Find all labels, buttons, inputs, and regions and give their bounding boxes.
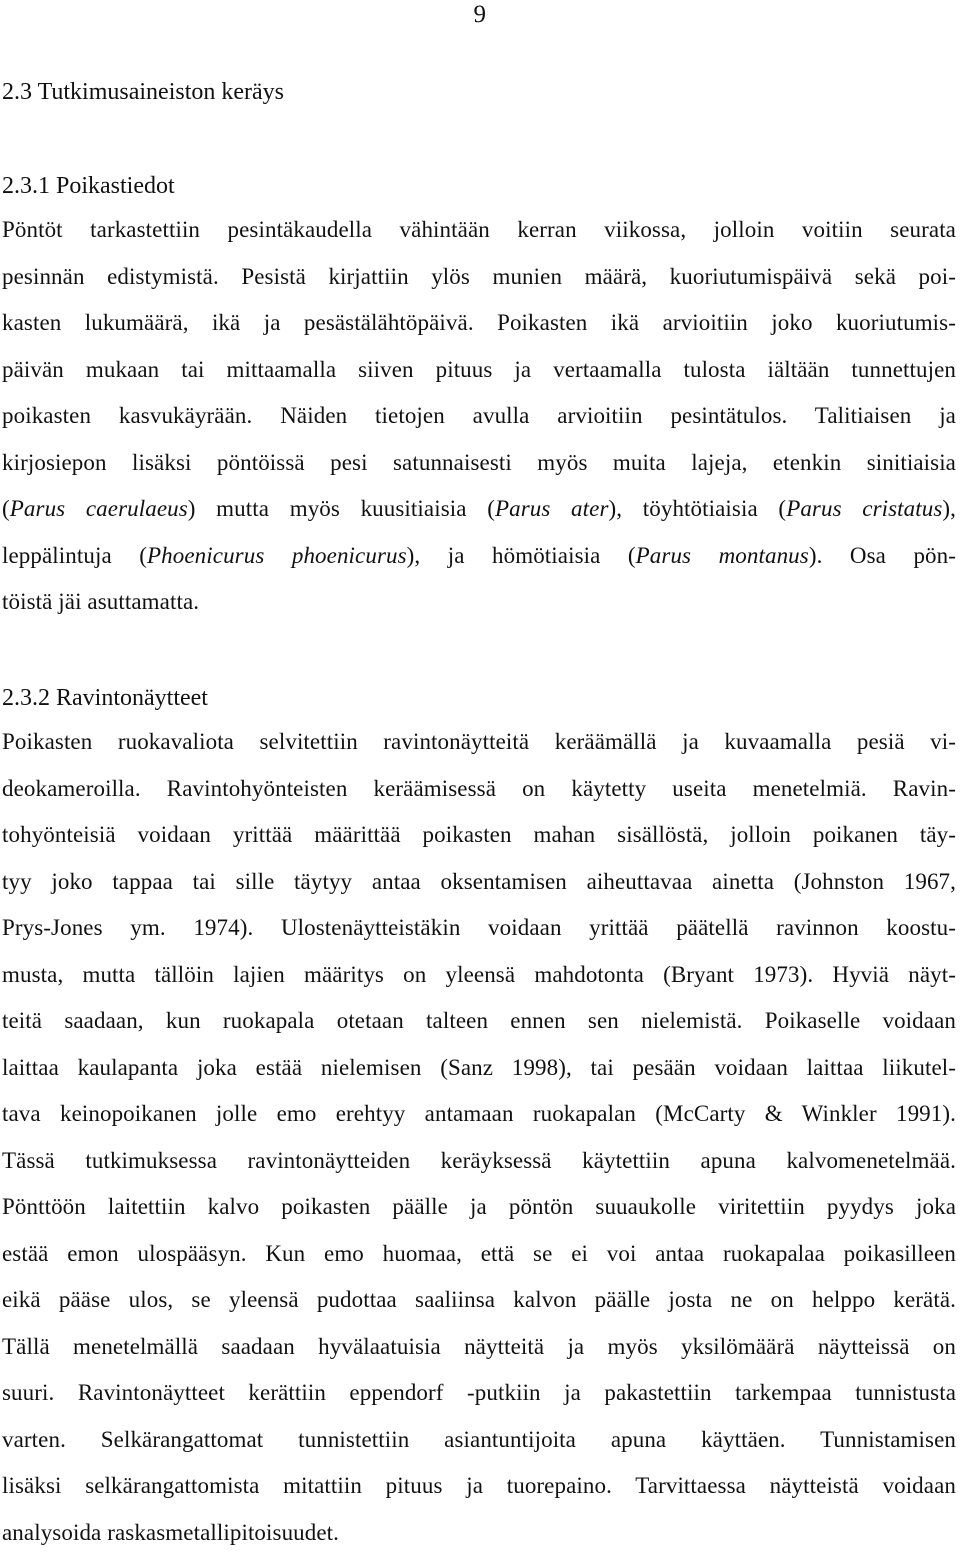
- text-line: laittaa kaulapanta joka estää nielemisen (Sanz 1998), tai pesään voidaan laittaa liikutel-: [2, 1045, 956, 1092]
- text-fragment: leppälintuja (: [2, 543, 147, 568]
- species-name: Parus caerulaeus: [10, 496, 188, 521]
- page-number: 9: [474, 0, 487, 30]
- text-line-species: [2, 533, 956, 580]
- text-line: tyy joko tappaa tai sille täytyy antaa oksentamisen aiheuttavaa ainetta (Johnston 1967,: [2, 859, 956, 906]
- text-line: tohyönteisiä voidaan yrittää määrittää poikasten mahan sisällöstä, jolloin poikanen täy-: [2, 812, 956, 859]
- text-line: Pöntöt tarkastettiin pesintäkaudella vähintään kerran viikossa, jolloin voitiin seurata: [2, 207, 956, 254]
- text-line-species: [2, 486, 956, 533]
- species-name: Parus montanus: [636, 543, 809, 568]
- text-line: Pönttöön laitettiin kalvo poikasten päälle ja pöntön suuaukolle viritettiin pyydys joka: [2, 1184, 956, 1231]
- text-line: analysoida raskasmetallipitoisuudet.: [2, 1510, 956, 1556]
- text-line: Poikasten ruokavaliota selvitettiin ravintonäytteitä keräämällä ja kuvaamalla pesiä vi-: [2, 719, 956, 766]
- text-line: tava keinopoikanen jolle emo erehtyy antamaan ruokapalan (McCarty & Winkler 1991).: [2, 1091, 956, 1138]
- text-line: varten. Selkärangattomat tunnistettiin asiantuntijoita apuna käyttäen. Tunnistamisen: [2, 1417, 956, 1464]
- text-line: Prys-Jones ym. 1974). Ulostenäytteistäkin voidaan yrittää päätellä ravinnon koostu-: [2, 905, 956, 952]
- paragraph-poikastiedot: [2, 207, 956, 626]
- text-fragment: ), ja hömötiaisia (: [407, 543, 636, 568]
- text-fragment: (: [2, 496, 10, 521]
- text-line: eikä pääse ulos, se yleensä pudottaa saaliinsa kalvon päälle josta ne on helppo kerätä.: [2, 1277, 956, 1324]
- section-heading: 2.3 Tutkimusaineiston keräys: [2, 76, 284, 108]
- text-line: Tällä menetelmällä saadaan hyvälaatuisia näytteitä ja myös yksilömäärä näytteissä on: [2, 1324, 956, 1371]
- text-line: lisäksi selkärangattomista mitattiin pituus ja tuorepaino. Tarvittaessa näytteistä voidaan: [2, 1463, 956, 1510]
- text-line: poikasten kasvukäyrään. Näiden tietojen avulla arvioitiin pesintätulos. Talitiaisen ja: [2, 393, 956, 440]
- text-fragment: ),: [942, 496, 956, 521]
- species-name: Phoenicurus phoenicurus: [147, 543, 407, 568]
- paragraph-ravintonaytteet: [2, 719, 956, 1556]
- subsection-heading-ravintonaytteet: 2.3.2 Ravintonäytteet: [2, 682, 208, 714]
- text-fragment: ), töyhtötiaisia (: [609, 496, 787, 521]
- text-fragment: ). Osa pön-: [809, 543, 956, 568]
- species-name: Parus cristatus: [786, 496, 942, 521]
- text-line: päivän mukaan tai mittaamalla siiven pituus ja vertaamalla tulosta iältään tunnettujen: [2, 347, 956, 394]
- subsection-heading-poikastiedot: 2.3.1 Poikastiedot: [2, 170, 175, 202]
- text-line: suuri. Ravintonäytteet kerättiin eppendorf -putkiin ja pakastettiin tarkempaa tunnistusta: [2, 1370, 956, 1417]
- text-line: pesinnän edistymistä. Pesistä kirjattiin ylös munien määrä, kuoriutumispäivä sekä poi-: [2, 254, 956, 301]
- text-line: musta, mutta tällöin lajien määritys on yleensä mahdotonta (Bryant 1973). Hyviä näyt-: [2, 952, 956, 999]
- text-line: kasten lukumäärä, ikä ja pesästälähtöpäivä. Poikasten ikä arvioitiin joko kuoriutumis-: [2, 300, 956, 347]
- text-line: Tässä tutkimuksessa ravintonäytteiden keräyksessä käytettiin apuna kalvomenetelmää.: [2, 1138, 956, 1185]
- text-line: töistä jäi asuttamatta.: [2, 579, 956, 626]
- text-line: kirjosiepon lisäksi pöntöissä pesi satunnaisesti myös muita lajeja, etenkin sinitiaisia: [2, 440, 956, 487]
- text-line: estää emon ulospääsyn. Kun emo huomaa, että se ei voi antaa ruokapalaa poikasilleen: [2, 1231, 956, 1278]
- species-name: Parus ater: [495, 496, 609, 521]
- text-line: deokameroilla. Ravintohyönteisten keräämisessä on käytetty useita menetelmiä. Ravin-: [2, 766, 956, 813]
- text-line: teitä saadaan, kun ruokapala otetaan talteen ennen sen nielemistä. Poikaselle voidaan: [2, 998, 956, 1045]
- text-fragment: ) mutta myös kuusitiaisia (: [188, 496, 495, 521]
